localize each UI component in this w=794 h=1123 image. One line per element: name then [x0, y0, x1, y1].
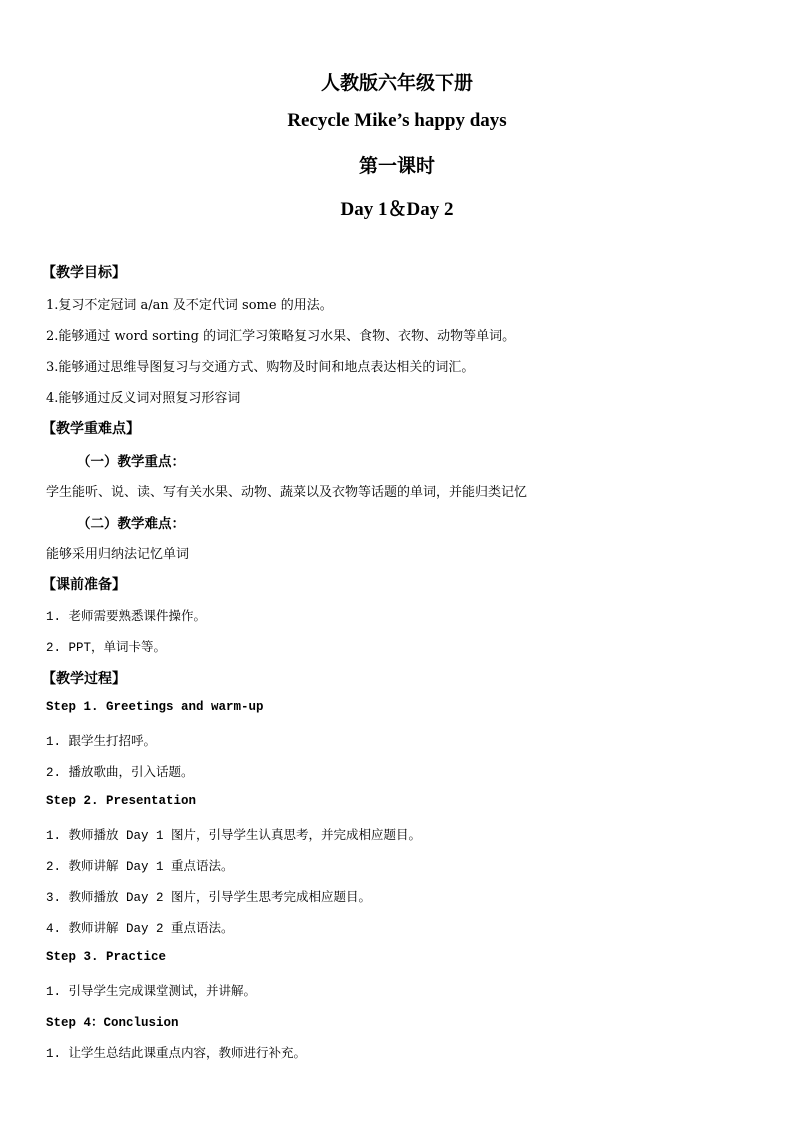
- preparation-item: 1. 老师需要熟悉课件操作。: [46, 610, 207, 624]
- section-heading-keypoints: 【教学重难点】: [42, 421, 140, 437]
- section-heading-process: 【教学过程】: [42, 671, 126, 687]
- doc-title-grade: 人教版六年级下册: [320, 73, 473, 94]
- step3-item: 1. 引导学生完成课堂测试，并讲解。: [46, 985, 257, 999]
- step2-item: 1. 教师播放 Day 1 图片，引导学生认真思考，并完成相应题目。: [46, 829, 422, 843]
- step1-title: Step 1. Greetings and warm-up: [46, 700, 264, 714]
- step2-item: 2. 教师讲解 Day 1 重点语法。: [46, 860, 234, 874]
- objective-item: 4.能够通过反义词对照复习形容词: [46, 391, 241, 406]
- step3-title: Step 3. Practice: [46, 950, 167, 964]
- doc-title-days: Day 1＆Day 2: [340, 199, 454, 220]
- focus-text: 学生能听、说、读、写有关水果、动物、蔬菜以及衣物等话题的单词，并能归类记忆: [46, 485, 528, 500]
- step4-title: Step 4：Conclusion: [46, 1016, 179, 1030]
- objective-item: 1.复习不定冠词 a/an 及不定代词 some 的用法。: [46, 298, 333, 313]
- section-heading-preparation: 【课前准备】: [42, 577, 126, 593]
- step2-item: 3. 教师播放 Day 2 图片，引导学生思考完成相应题目。: [46, 891, 372, 905]
- step1-item: 1. 跟学生打招呼。: [46, 735, 157, 749]
- step1-item: 2. 播放歌曲，引入话题。: [46, 766, 194, 780]
- objective-item: 2.能够通过 word sorting 的词汇学习策略复习水果、食物、衣物、动物等单词。: [46, 329, 516, 344]
- difficulty-subheading: （二）教学难点：: [77, 516, 185, 532]
- difficulty-text: 能够采用归纳法记忆单词: [46, 547, 190, 562]
- doc-title-unit: Recycle Mike’s happy days: [287, 110, 507, 131]
- objective-item: 3.能够通过思维导图复习与交通方式、购物及时间和地点表达相关的词汇。: [46, 360, 475, 375]
- step2-item: 4. 教师讲解 Day 2 重点语法。: [46, 922, 234, 936]
- step4-item: 1. 让学生总结此课重点内容，教师进行补充。: [46, 1047, 307, 1061]
- focus-subheading: （一）教学重点：: [77, 454, 185, 470]
- section-heading-objectives: 【教学目标】: [42, 265, 126, 281]
- doc-title-lesson: 第一课时: [358, 156, 435, 177]
- preparation-item: 2. PPT，单词卡等。: [46, 641, 167, 655]
- step2-title: Step 2. Presentation: [46, 794, 197, 808]
